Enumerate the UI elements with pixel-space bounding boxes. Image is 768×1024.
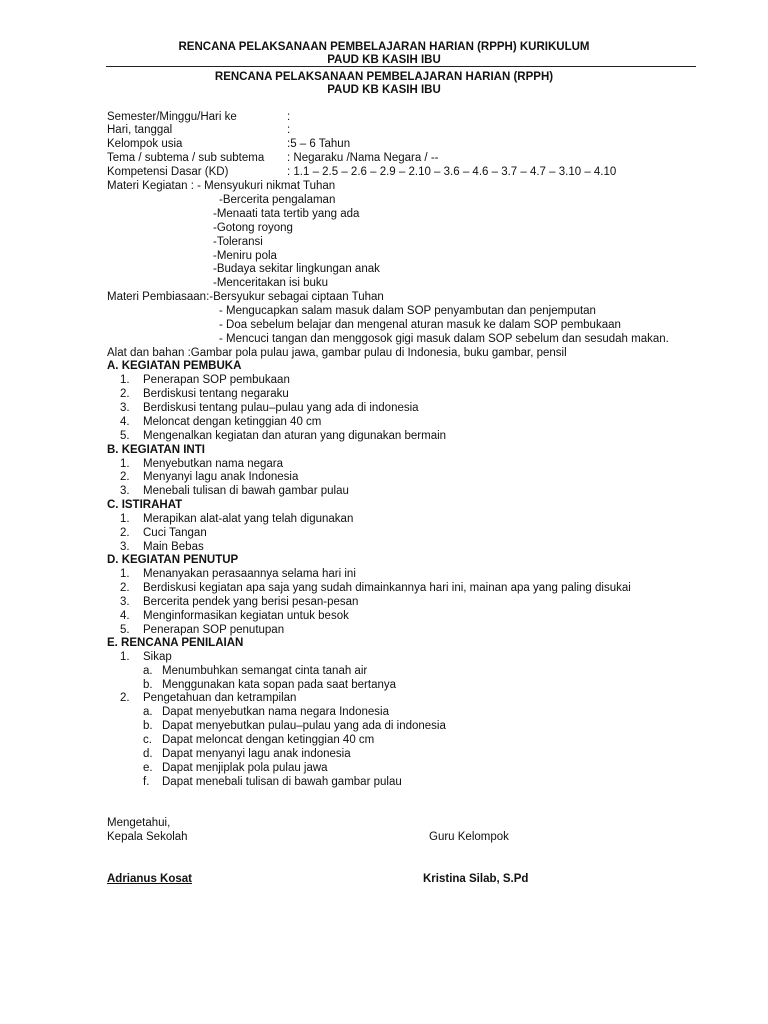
list-item: Menebali tulisan di bawah gambar pulau bbox=[143, 485, 349, 497]
section-pembuka-title: A. KEGIATAN PEMBUKA bbox=[107, 360, 242, 372]
semester-label: Semester/Minggu/Hari ke bbox=[107, 111, 237, 123]
hari-value: : bbox=[287, 124, 291, 136]
header-school-line4: PAUD KB KASIH IBU bbox=[327, 84, 441, 96]
list-item: Bercerita pendek yang berisi pesan-pesan bbox=[143, 596, 359, 608]
list-item: Merapikan alat-alat yang telah digunakan bbox=[143, 513, 354, 525]
list-item: Main Bebas bbox=[143, 541, 204, 553]
list-item: Dapat menyanyi lagu anak indonesia bbox=[162, 748, 351, 760]
list-item: Berdiskusi kegiatan apa saja yang sudah dimainkannya hari ini, mainan apa yang paling disukai bbox=[143, 582, 631, 594]
alat-bahan: Alat dan bahan :Gambar pola pulau jawa, gambar pulau di Indonesia, buku gambar, pensil bbox=[107, 347, 567, 359]
list-number: 2. bbox=[120, 471, 130, 483]
list-number: 4. bbox=[120, 416, 130, 428]
list-item: Berdiskusi tentang negaraku bbox=[143, 388, 289, 400]
materi-item: -Meniru pola bbox=[213, 250, 277, 262]
list-number: 5. bbox=[120, 430, 130, 442]
section-penilaian-title: E. RENCANA PENILAIAN bbox=[107, 637, 244, 649]
kd-label: Kompetensi Dasar (KD) bbox=[107, 166, 229, 178]
list-item: Menyebutkan nama negara bbox=[143, 458, 284, 470]
semester-value: : bbox=[287, 111, 291, 123]
list-letter: b. bbox=[143, 720, 153, 732]
kelompok-label: Kelompok usia bbox=[107, 138, 183, 150]
section-penutup-title: D. KEGIATAN PENUTUP bbox=[107, 554, 239, 566]
list-number: 2. bbox=[120, 527, 130, 539]
list-letter: f. bbox=[143, 776, 150, 788]
guru-kelompok-label: Guru Kelompok bbox=[429, 831, 509, 843]
list-number: 1. bbox=[120, 374, 130, 386]
list-item: Meloncat dengan ketinggian 40 cm bbox=[143, 416, 322, 428]
pembiasaan-item: - Doa sebelum belajar dan mengenal aturan masuk ke dalam SOP pembukaan bbox=[219, 319, 621, 331]
list-letter: d. bbox=[143, 748, 153, 760]
materi-item: -Bercerita pengalaman bbox=[219, 194, 336, 206]
list-number: 1. bbox=[120, 651, 130, 663]
list-item: Dapat menebali tulisan di bawah gambar pulau bbox=[162, 776, 402, 788]
list-item: Menginformasikan kegiatan untuk besok bbox=[143, 610, 349, 622]
list-item: Berdiskusi tentang pulau–pulau yang ada di indonesia bbox=[143, 402, 419, 414]
list-number: 1. bbox=[120, 458, 130, 470]
header-school-line2: PAUD KB KASIH IBU bbox=[327, 54, 441, 66]
list-item: Mengenalkan kegiatan dan aturan yang digunakan bermain bbox=[143, 430, 447, 442]
guru-kelompok-name: Kristina Silab, S.Pd bbox=[423, 873, 529, 885]
materi-item: -Gotong royong bbox=[213, 222, 293, 234]
list-number: 2. bbox=[120, 692, 130, 704]
list-number: 2. bbox=[120, 388, 130, 400]
section-inti-title: B. KEGIATAN INTI bbox=[107, 444, 205, 456]
list-letter: a. bbox=[143, 706, 153, 718]
tema-value: : Negaraku /Nama Negara / -- bbox=[287, 152, 439, 164]
list-item: Dapat menjiplak pola pulau jawa bbox=[162, 762, 328, 774]
list-item: Dapat menyebutkan pulau–pulau yang ada di indonesia bbox=[162, 720, 446, 732]
kelompok-value: :5 – 6 Tahun bbox=[287, 138, 351, 150]
penilaian-pengetahuan: Pengetahuan dan ketrampilan bbox=[143, 692, 297, 704]
kd-value: : 1.1 – 2.5 – 2.6 – 2.9 – 2.10 – 3.6 – 4.6 – 3.7 – 4.7 – 3.10 – 4.10 bbox=[287, 166, 617, 178]
list-number: 1. bbox=[120, 568, 130, 580]
list-number: 3. bbox=[120, 485, 130, 497]
list-letter: e. bbox=[143, 762, 153, 774]
header-title-line3: RENCANA PELAKSANAAN PEMBELAJARAN HARIAN (RPPH) bbox=[214, 71, 554, 83]
pembiasaan-item: - Mencuci tangan dan menggosok gigi masuk dalam SOP sebelum dan sesudah makan. bbox=[219, 333, 669, 345]
materi-item: -Menceritakan isi buku bbox=[213, 277, 329, 289]
list-number: 3. bbox=[120, 541, 130, 553]
materi-kegiatan-first: Materi Kegiatan : - Mensyukuri nikmat Tuhan bbox=[107, 180, 336, 192]
kepala-sekolah-label: Kepala Sekolah bbox=[107, 831, 188, 843]
header-divider bbox=[106, 66, 696, 67]
pembiasaan-item: - Mengucapkan salam masuk dalam SOP penyambutan dan penjemputan bbox=[219, 305, 596, 317]
section-istirahat-title: C. ISTIRAHAT bbox=[107, 499, 183, 511]
tema-label: Tema / subtema / sub subtema bbox=[107, 152, 265, 164]
list-item: Penerapan SOP pembukaan bbox=[143, 374, 290, 386]
list-letter: b. bbox=[143, 679, 153, 691]
mengetahui-label: Mengetahui, bbox=[107, 817, 171, 829]
hari-label: Hari, tanggal bbox=[107, 124, 173, 136]
list-number: 2. bbox=[120, 582, 130, 594]
penilaian-sikap: Sikap bbox=[143, 651, 172, 663]
pembiasaan-first: Materi Pembiasaan:-Bersyukur sebagai ciptaan Tuhan bbox=[107, 291, 384, 303]
list-item: Menumbuhkan semangat cinta tanah air bbox=[162, 665, 368, 677]
list-item: Menggunakan kata sopan pada saat bertanya bbox=[162, 679, 397, 691]
list-item: Dapat meloncat dengan ketinggian 40 cm bbox=[162, 734, 375, 746]
list-item: Penerapan SOP penutupan bbox=[143, 624, 285, 636]
list-item: Menyanyi lagu anak Indonesia bbox=[143, 471, 299, 483]
materi-item: -Budaya sekitar lingkungan anak bbox=[213, 263, 380, 275]
materi-item: -Toleransi bbox=[213, 236, 263, 248]
list-number: 4. bbox=[120, 610, 130, 622]
materi-item: -Menaati tata tertib yang ada bbox=[213, 208, 360, 220]
list-item: Dapat menyebutkan nama negara Indonesia bbox=[162, 706, 389, 718]
list-item: Menanyakan perasaannya selama hari ini bbox=[143, 568, 356, 580]
kepala-sekolah-name: Adrianus Kosat bbox=[107, 873, 192, 885]
list-letter: c. bbox=[143, 734, 152, 746]
list-number: 1. bbox=[120, 513, 130, 525]
list-letter: a. bbox=[143, 665, 153, 677]
header-title-line1: RENCANA PELAKSANAAN PEMBELAJARAN HARIAN (RPPH) KURIKULUM bbox=[178, 41, 590, 53]
list-number: 5. bbox=[120, 624, 130, 636]
list-number: 3. bbox=[120, 596, 130, 608]
list-item: Cuci Tangan bbox=[143, 527, 207, 539]
list-number: 3. bbox=[120, 402, 130, 414]
